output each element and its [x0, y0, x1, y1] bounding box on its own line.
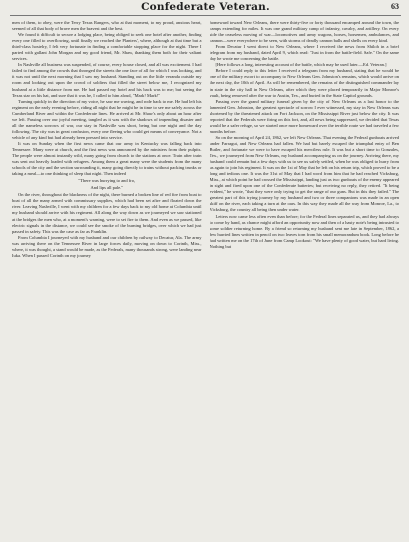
paragraph: homeward toward New Orleans, there were thirty-five or forty thousand encamped around the town, the camps extending for miles. It was one grand military camp of infantry, cavalry, and artillery. On every side the ceaseless moving of war—locomotives and army wagons, horses, horsemen, ambulances, and cannon—were everywhere to be seen, with storms of deadly cannon balls and shells on every kind. [209, 20, 399, 44]
paragraph: [Here follows a long, interesting account of the battle, which may be used later.—Ed. Veteran.] [215, 62, 387, 68]
text-columns [12, 20, 399, 536]
paragraph: Turning quickly in the direction of my voice, he saw me waving, and rode back to me. He had left his regiment on the early evening before, riding all night that he might be in time to see me safely across the Cumberland River and within the Confederate lines. He arrived at Mr. Shaw's only about an hour after we left. Passing over our joyful meeting, tangled as it was with the shadows of impending disaster and all the nameless sorrows of war, our stay in Nashville was short, being but one night and the day following. The city was in great confusion, every one fleeing who could get means of conveyance. Not a vehicle of any kind but had already been pressed into service. [12, 98, 202, 140]
paragraph: men of them, to obey, were the Terry Texas Rangers, who at that moment, to my proud, anxious heart, seemed of all that body of brave men the bravest and the best. [12, 20, 202, 32]
left-column [12, 20, 202, 536]
verse-line: And lips all pale." [90, 185, 124, 191]
paragraph: In Nashville all business was suspended, of course, every house closed, and all was excitement. I had failed to find among the crowds that thronged the streets the one face of all for which I was looking, and it was not until the next morning that I saw my husband. Standing out on the little veranda outside my room and looking out upon the crowd of soldiers that filled the street below me, I recognized my husband at a little distance from me. He had passed my hotel and his back was to me; but seeing the Texas star on his hat, and sure that it was he, I called to him aloud, "Mark! Mark!" [12, 62, 202, 98]
paragraph: We found it difficult to secure a lodging place, being obliged to seek one hotel after another, finding every one filled to overflowing, until finally we reached the Planters', where, although at that time but a third-class hostelry, I felt very fortunate in finding a comfortable stopping place for the night. There I parted with gallant John Morgan and my good friend, Mr. Shaw, thanking them both for their valiant services. [12, 32, 202, 62]
paragraph: From Columbia I journeyed with my husband and our children by railway to Decatur, Ala. The army was arriving there on the Tennessee River in large forces daily, moving on down to Corinth, Miss., where, it was thought, a stand would be made, as the Federals, many thousands strong, were landing near Iuka. When I passed Corinth on my journey [12, 234, 202, 258]
paragraph: It was on Sunday when the first news came that our army in Kentucky was falling back into Tennessee. Many were at church, and the first news was announced by the ministers from their pulpits. The people were almost instantly wild, many going from church to the stations at once. Train after train was sent out heavily loaded with refugees. Among them a great many were the students from the many schools of the city and the section surrounding it, many going directly to trains without packing trunks or taking a meal—to one thinking of sleep that night. Then indeed [12, 140, 202, 177]
verse-line: "There was hurrying to and fro, [78, 178, 136, 184]
paragraph: On the river, throughout the blackness of the night, there burned a broken line of red fire from boat to boat of all the many armed with commissary supplies, which had been set afire and floated down the river. Leaving Nashville, I went with my children for a few days back to my old home at Columbia until my husband should arrive with his regiment. All along the way down as we journeyed we saw stationed at the bridges the men who, at a moment's warning, were to set fire to them. And even as we passed, like electric signals in the distance, we could see the smoke of the burning bridges, over which we had just passed in safety. This was the case as far as Franklin. [12, 192, 202, 234]
journal-title: Confederate Veteran. [141, 1, 270, 13]
paragraph: Passing over the grand military funeral given by the city of New Orleans as a last honor to the lamented Gen. Johnston, the greatest spectacle of sorrow I ever witnessed, my stay in New Orleans was shortened by the threatened attack on Fort Jackson, on the Mississippi River just below the city. It was reported that the Federals were firing on this fort, and, all news being suppressed, we decided that Texas would be a safer refuge, so we started once more homeward over the terrible route we had traveled a few months before. [209, 98, 399, 134]
right-column [210, 20, 400, 536]
paragraph: So on the morning of April 24, 1862, we left New Orleans. That evening the Federal gunboats arrived under Farragut, and New Orleans had fallen. We had but barely escaped the triumphal entry of Ben Butler, and fortunate we were to have escaped his merciless rule. It was but a short time to Gonzales, Tex., we journeyed from New Orleans, my husband accompanying us on the journey. Arriving there, my husband could remain but a few days with us to see us safely settled, when he was obliged to hurry from us again to join his regiment. It was on the 1st of May that he left on his return trip, which proved to be a long and tedious one. It was the 31st of May that I had word from him that he had reached Vicksburg, Miss., at which point he had crossed the Mississippi, landing just as two gunboats of the enemy appeared in sight and fired upon one of the Confederate batteries; but receiving no reply, they retired. "It being evident," he wrote, "that they were only trying to get the range of our guns. But in this they failed." The greatest part of this trying journey by my husband and two or three companions was made in an open skiff on the river, each taking a turn at the oars. In this way they made all the way from Monroe, La., to Vicksburg, the country all being then under water. [209, 134, 399, 213]
page-header [10, 2, 401, 16]
page-number: 63 [391, 2, 399, 11]
paragraph: Letters now came less often even than before; for the Federal lines separated us, and they had always to come by hand, as chance might afford an opportunity now and then of a hasty note's being intrusted to some soldier returning home. By a friend so returning my husband sent me late in September, 1862, a few hurried lines written in pencil on two leaves torn from his small memorandum book. Long before he had written me on the 17th of June from Camp Lookout: "We have plenty of good water, but hard living. Nothing but [209, 213, 399, 249]
paragraph: Before I could reply to this letter I received a telegram from my husband, stating that he would be one of the military escort to accompany to New Orleans Gen. Johnston's remains, which would arrive on the next day, the 10th of April. As will be remembered, the remains of the distinguished commander lay in state in the city hall in New Orleans, after which they were placed temporarily in Major Monroe's vault, being removed after the war to Austin, Tex., and buried in the State Capitol grounds. [209, 68, 399, 98]
paragraph: From Decatur I went direct to New Orleans, where I received the news from Shiloh in a brief telegram from my husband, dated April 9, which read: "Just in from the battle-field. Safe." On the same day he wrote me concerning the battle. [209, 44, 399, 62]
